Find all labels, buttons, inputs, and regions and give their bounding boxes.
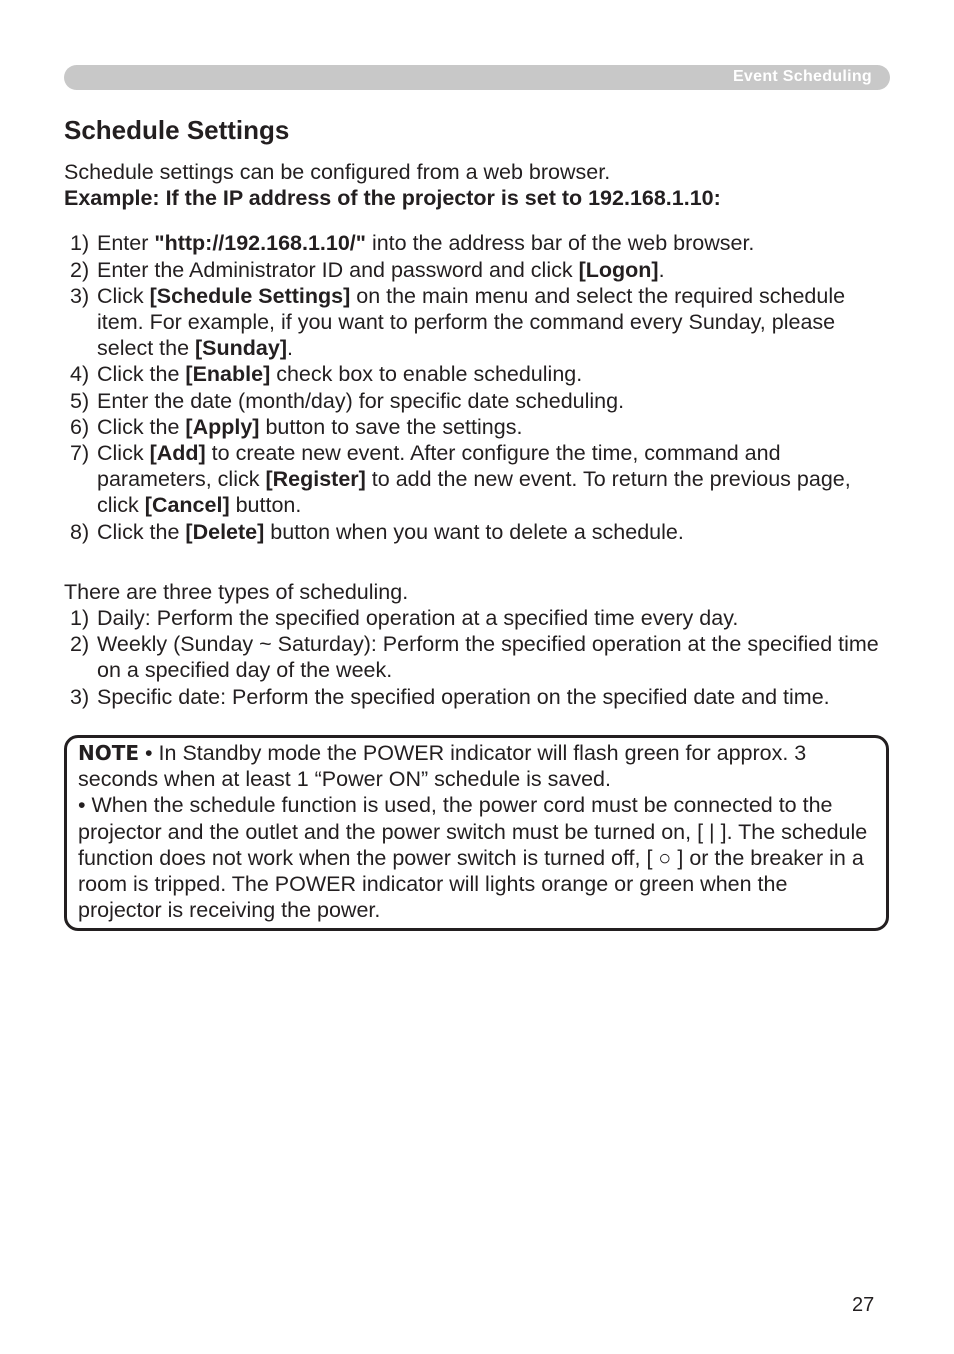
step-text: to add the new event. To return the previous page, click [97,467,851,518]
type-number: 3) [70,684,90,709]
step-item [64,361,894,387]
note-paragraph-1 [78,740,875,792]
step-keyword: [Register] [265,467,366,492]
step-number: 2) [70,257,90,282]
step-text: on the main menu and select the required schedule item. For example, if you want to perform the command every Sunday, please select the [97,283,846,361]
step-text: button. [229,493,302,518]
step-text: to create new event. After configure the time, command and parameters, click [97,441,781,492]
step-keyword: [Cancel] [144,493,230,518]
step-keyword: [Logon] [578,257,659,282]
note-label: NOTE [78,741,140,765]
section-label: Event Scheduling [732,68,872,85]
step-item [64,440,894,519]
step-keyword: [Apply] [185,414,260,439]
step-keyword: [Schedule Settings] [149,283,351,308]
step-text: . [286,336,293,361]
step-text: Click the [97,519,186,544]
step-text: button when you want to delete a schedule. [264,519,684,544]
type-text: Weekly (Sunday ~ Saturday): Perform the specified operation at the specified time on a specified day of the week. [97,632,879,683]
type-item [64,631,894,683]
step-item [64,414,894,440]
step-text: Enter [97,231,155,256]
step-text: button to save the settings. [259,414,523,439]
step-number: 8) [70,519,90,544]
step-number: 4) [70,362,90,387]
page-number: 27 [852,1294,875,1316]
type-text: Specific date: Perform the specified operation on the specified date and time. [97,684,830,709]
step-number: 3) [70,283,90,308]
step-item [64,388,894,414]
step-number: 1) [70,231,90,256]
step-number: 5) [70,388,90,413]
step-item [64,519,894,545]
step-number: 7) [70,441,90,466]
step-keyword: [Add] [149,441,206,466]
step-number: 6) [70,414,90,439]
example-heading: Example: If the IP address of the projector is set to 192.168.1.10: [64,186,721,211]
type-text: Daily: Perform the specified operation at a specified time every day. [97,606,739,631]
step-keyword: [Delete] [185,519,265,544]
type-number: 1) [70,606,90,631]
main-content [64,159,894,710]
step-text: Click the [97,362,186,387]
note-paragraph-2: • When the schedule function is used, the power cord must be connected to the projector and the outlet and the power switch must be turned on, [ | ]. The schedule function does not work when the power switch is turned off, [ ○ ] or the breaker in a room is tripped. The POWER indicator will lights orange or green when the projector is receiving the power. [78,793,868,923]
type-number: 2) [70,632,90,657]
step-keyword: [Sunday] [195,336,287,361]
scheduling-types-list [64,605,894,710]
step-text: Enter the date (month/day) for specific date scheduling. [97,388,625,413]
step-text: Click the [97,414,186,439]
intro-text: Schedule settings can be configured from a web browser. [64,160,611,184]
step-item [64,257,894,283]
section-header-bar [64,65,890,90]
step-keyword: [Enable] [185,362,271,387]
note-text-1: • In Standby mode the POWER indicator will flash green for approx. 3 seconds when at least 1 “Power ON” schedule is saved. [78,741,807,792]
step-text: Enter the Administrator ID and password and click [97,257,579,282]
settings-steps-list [64,230,894,544]
step-text: check box to enable scheduling. [270,362,583,387]
step-item [64,283,894,362]
step-text: Click [97,283,150,308]
types-intro: There are three types of scheduling. [64,579,409,604]
step-keyword: "http://192.168.1.10/" [154,231,366,256]
step-item [64,230,894,256]
note-box [64,735,889,931]
type-item [64,605,894,631]
step-text: Click [97,441,150,466]
page-title: Schedule Settings [64,115,290,145]
type-item [64,684,894,710]
step-text: . [658,257,665,282]
step-text: into the address bar of the web browser. [365,231,755,256]
